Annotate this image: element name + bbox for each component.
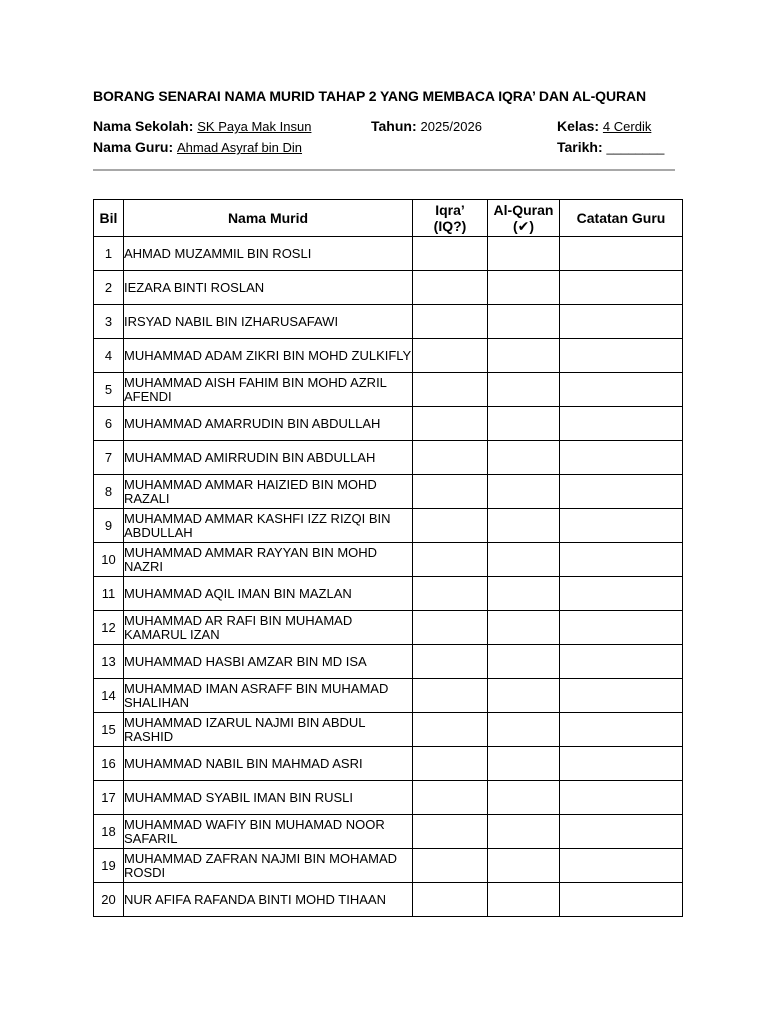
student-name: MUHAMMAD ADAM ZIKRI BIN MOHD ZULKIFLY: [124, 339, 413, 373]
quran-check-cell[interactable]: [488, 441, 560, 475]
year-label: Tahun:: [371, 118, 417, 134]
row-number: 9: [94, 509, 124, 543]
iqra-cell[interactable]: [413, 509, 488, 543]
student-name: MUHAMMAD ZAFRAN NAJMI BIN MOHAMAD ROSDI: [124, 849, 413, 883]
quran-check-cell[interactable]: [488, 237, 560, 271]
table-row: [94, 577, 683, 611]
iqra-cell[interactable]: [413, 645, 488, 679]
notes-cell[interactable]: [560, 577, 683, 611]
quran-check-cell[interactable]: [488, 713, 560, 747]
header-quran: [488, 200, 560, 237]
table-row: [94, 475, 683, 509]
date-blank: ________: [606, 140, 665, 155]
iqra-cell[interactable]: [413, 407, 488, 441]
row-number: 16: [94, 747, 124, 781]
notes-cell[interactable]: [560, 679, 683, 713]
header-quran-line2: (✔): [512, 218, 535, 234]
iqra-cell[interactable]: [413, 475, 488, 509]
quran-check-cell[interactable]: [488, 509, 560, 543]
row-number: 12: [94, 611, 124, 645]
student-name: MUHAMMAD IZARUL NAJMI BIN ABDUL RASHID: [124, 713, 413, 747]
header-name: Nama Murid: [124, 200, 413, 237]
table-row: [94, 645, 683, 679]
student-name: IEZARA BINTI ROSLAN: [124, 271, 413, 305]
student-name: NUR AFIFA RAFANDA BINTI MOHD TIHAAN: [124, 883, 413, 917]
notes-cell[interactable]: [560, 441, 683, 475]
notes-cell[interactable]: [560, 611, 683, 645]
quran-check-cell[interactable]: [488, 849, 560, 883]
form-title: BORANG SENARAI NAMA MURID TAHAP 2 YANG MEMBACA IQRA’ DAN AL-QURAN: [93, 88, 647, 104]
student-name: MUHAMMAD AMARRUDIN BIN ABDULLAH: [124, 407, 413, 441]
row-number: 10: [94, 543, 124, 577]
header-notes: Catatan Guru: [560, 200, 683, 237]
iqra-cell[interactable]: [413, 577, 488, 611]
row-number: 1: [94, 237, 124, 271]
notes-cell[interactable]: [560, 271, 683, 305]
iqra-cell[interactable]: [413, 781, 488, 815]
student-name: MUHAMMAD WAFIY BIN MUHAMAD NOOR SAFARIL: [124, 815, 413, 849]
row-number: 19: [94, 849, 124, 883]
header-bil: Bil: [94, 200, 124, 237]
iqra-cell[interactable]: [413, 441, 488, 475]
notes-cell[interactable]: [560, 883, 683, 917]
quran-check-cell[interactable]: [488, 543, 560, 577]
notes-cell[interactable]: [560, 849, 683, 883]
table-row: [94, 305, 683, 339]
notes-cell[interactable]: [560, 339, 683, 373]
header-iqra: [413, 200, 488, 237]
notes-cell[interactable]: [560, 645, 683, 679]
iqra-cell[interactable]: [413, 679, 488, 713]
year-value: 2025/2026: [420, 119, 482, 134]
header-iqra-line2: (IQ?): [433, 218, 467, 234]
table-body: [94, 237, 683, 917]
student-name: MUHAMMAD AMMAR HAIZIED BIN MOHD RAZALI: [124, 475, 413, 509]
iqra-cell[interactable]: [413, 339, 488, 373]
header-divider: [93, 169, 675, 171]
student-name: MUHAMMAD SYABIL IMAN BIN RUSLI: [124, 781, 413, 815]
row-number: 3: [94, 305, 124, 339]
table-row: [94, 271, 683, 305]
row-number: 2: [94, 271, 124, 305]
notes-cell[interactable]: [560, 237, 683, 271]
iqra-cell[interactable]: [413, 611, 488, 645]
notes-cell[interactable]: [560, 713, 683, 747]
quran-check-cell[interactable]: [488, 815, 560, 849]
row-number: 20: [94, 883, 124, 917]
notes-cell[interactable]: [560, 815, 683, 849]
table-row: [94, 713, 683, 747]
iqra-cell[interactable]: [413, 271, 488, 305]
class-value: 4 Cerdik: [602, 119, 652, 134]
table-row: [94, 237, 683, 271]
row-number: 7: [94, 441, 124, 475]
table-header-row: [94, 200, 683, 237]
table-row: [94, 543, 683, 577]
student-name: MUHAMMAD HASBI AMZAR BIN MD ISA: [124, 645, 413, 679]
row-number: 8: [94, 475, 124, 509]
notes-cell[interactable]: [560, 781, 683, 815]
quran-check-cell[interactable]: [488, 373, 560, 407]
table-row: [94, 407, 683, 441]
teacher-label: Nama Guru:: [93, 139, 174, 155]
student-name: MUHAMMAD AMMAR KASHFI IZZ RIZQI BIN ABDULLAH: [124, 509, 413, 543]
row-number: 6: [94, 407, 124, 441]
iqra-cell[interactable]: [413, 305, 488, 339]
quran-check-cell[interactable]: [488, 611, 560, 645]
header-quran-line1: Al-Quran: [493, 202, 554, 218]
date-field: [557, 139, 664, 155]
quran-check-cell[interactable]: [488, 577, 560, 611]
quran-check-cell[interactable]: [488, 475, 560, 509]
iqra-cell[interactable]: [413, 883, 488, 917]
notes-cell[interactable]: [560, 407, 683, 441]
notes-cell[interactable]: [560, 475, 683, 509]
date-label: Tarikh:: [557, 139, 603, 155]
notes-cell[interactable]: [560, 509, 683, 543]
student-name: MUHAMMAD AQIL IMAN BIN MAZLAN: [124, 577, 413, 611]
iqra-cell[interactable]: [413, 543, 488, 577]
quran-check-cell[interactable]: [488, 781, 560, 815]
quran-check-cell[interactable]: [488, 407, 560, 441]
row-number: 13: [94, 645, 124, 679]
notes-cell[interactable]: [560, 543, 683, 577]
school-value: SK Paya Mak Insun: [197, 119, 312, 134]
table-row: [94, 883, 683, 917]
student-name: MUHAMMAD IMAN ASRAFF BIN MUHAMAD SHALIHAN: [124, 679, 413, 713]
iqra-cell[interactable]: [413, 849, 488, 883]
quran-check-cell[interactable]: [488, 679, 560, 713]
quran-check-cell[interactable]: [488, 305, 560, 339]
iqra-cell[interactable]: [413, 237, 488, 271]
row-number: 4: [94, 339, 124, 373]
table-row: [94, 849, 683, 883]
iqra-cell[interactable]: [413, 373, 488, 407]
table-row: [94, 441, 683, 475]
notes-cell[interactable]: [560, 305, 683, 339]
table-row: [94, 747, 683, 781]
notes-cell[interactable]: [560, 747, 683, 781]
class-label: Kelas:: [557, 118, 600, 134]
row-number: 14: [94, 679, 124, 713]
table-row: [94, 815, 683, 849]
row-number: 5: [94, 373, 124, 407]
student-name: MUHAMMAD AMMAR RAYYAN BIN MOHD NAZRI: [124, 543, 413, 577]
iqra-cell[interactable]: [413, 815, 488, 849]
table-row: [94, 373, 683, 407]
table-row: [94, 781, 683, 815]
year-field: [371, 118, 482, 134]
school-field: [93, 118, 311, 134]
student-name: MUHAMMAD AR RAFI BIN MUHAMAD KAMARUL IZAN: [124, 611, 413, 645]
student-name: IRSYAD NABIL BIN IZHARUSAFAWI: [124, 305, 413, 339]
student-name: MUHAMMAD AMIRRUDIN BIN ABDULLAH: [124, 441, 413, 475]
school-label: Nama Sekolah:: [93, 118, 194, 134]
quran-check-cell[interactable]: [488, 339, 560, 373]
table-row: [94, 339, 683, 373]
notes-cell[interactable]: [560, 373, 683, 407]
iqra-cell[interactable]: [413, 747, 488, 781]
quran-check-cell[interactable]: [488, 883, 560, 917]
table-row: [94, 509, 683, 543]
iqra-cell[interactable]: [413, 713, 488, 747]
student-table: [93, 199, 683, 917]
table-row: [94, 679, 683, 713]
student-name: MUHAMMAD NABIL BIN MAHMAD ASRI: [124, 747, 413, 781]
quran-check-cell[interactable]: [488, 271, 560, 305]
quran-check-cell[interactable]: [488, 645, 560, 679]
row-number: 15: [94, 713, 124, 747]
class-field: [557, 118, 651, 134]
student-name: MUHAMMAD AISH FAHIM BIN MOHD AZRIL AFENDI: [124, 373, 413, 407]
table-row: [94, 611, 683, 645]
header-iqra-line1: Iqra’: [435, 202, 465, 218]
row-number: 18: [94, 815, 124, 849]
teacher-value: Ahmad Asyraf bin Din: [177, 140, 303, 155]
teacher-field: [93, 139, 302, 155]
row-number: 17: [94, 781, 124, 815]
student-name: AHMAD MUZAMMIL BIN ROSLI: [124, 237, 413, 271]
quran-check-cell[interactable]: [488, 747, 560, 781]
row-number: 11: [94, 577, 124, 611]
